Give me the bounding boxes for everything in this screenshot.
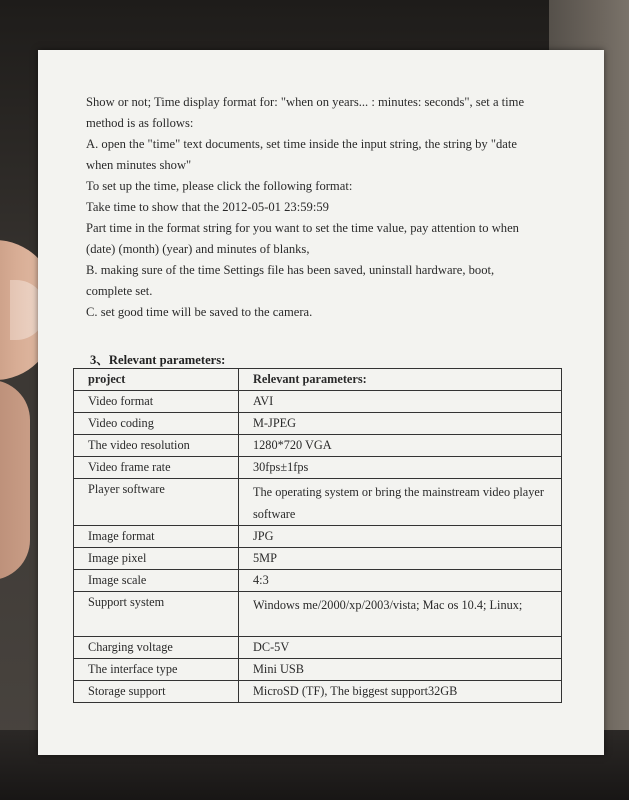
- instruction-line: Take time to show that the 2012-05-01 23:59:59: [86, 200, 329, 214]
- instruction-line: when minutes show": [86, 158, 192, 172]
- instruction-line: C. set good time will be saved to the camera.: [86, 305, 313, 319]
- instruction-line: Part time in the format string for you want to set the time value, pay attention to when: [86, 221, 519, 235]
- table-header-row: [74, 369, 562, 391]
- param-value: 4:3: [239, 570, 562, 592]
- param-name: Image scale: [74, 570, 239, 592]
- param-value: MicroSD (TF), The biggest support32GB: [239, 681, 562, 703]
- param-name: The video resolution: [74, 435, 239, 457]
- param-value: DC-5V: [239, 637, 562, 659]
- param-name: Video frame rate: [74, 457, 239, 479]
- param-name: Image pixel: [74, 548, 239, 570]
- param-value: M-JPEG: [239, 413, 562, 435]
- param-value: AVI: [239, 391, 562, 413]
- header-parameters: Relevant parameters:: [239, 369, 562, 391]
- param-name: Storage support: [74, 681, 239, 703]
- instruction-line: complete set.: [86, 284, 153, 298]
- table-row: [74, 592, 562, 637]
- table-row: [74, 659, 562, 681]
- param-name: Video coding: [74, 413, 239, 435]
- param-value: Mini USB: [239, 659, 562, 681]
- table-row: [74, 548, 562, 570]
- instruction-line: B. making sure of the time Settings file has been saved, uninstall hardware, boot,: [86, 263, 495, 277]
- table-row: [74, 681, 562, 703]
- section-title: 3、Relevant parameters:: [90, 353, 226, 367]
- header-project: project: [74, 369, 239, 391]
- parameters-table: [73, 368, 562, 703]
- param-name: Image format: [74, 526, 239, 548]
- param-name: Player software: [74, 479, 239, 526]
- table-row: [74, 526, 562, 548]
- instruction-line: (date) (month) (year) and minutes of blanks,: [86, 242, 310, 256]
- param-value: Windows me/2000/xp/2003/vista; Mac os 10.4; Linux;: [239, 592, 562, 637]
- table-row: [74, 413, 562, 435]
- instructions-text: [86, 92, 566, 323]
- table-row: [74, 570, 562, 592]
- table-row: [74, 457, 562, 479]
- table-row: [74, 391, 562, 413]
- param-value: 5MP: [239, 548, 562, 570]
- table-row: [74, 637, 562, 659]
- manual-page: [38, 50, 604, 755]
- param-value: 1280*720 VGA: [239, 435, 562, 457]
- param-name: Charging voltage: [74, 637, 239, 659]
- table-row: [74, 435, 562, 457]
- param-name: Support system: [74, 592, 239, 637]
- hand-finger: [0, 380, 30, 580]
- param-value: The operating system or bring the mainstream video player software: [239, 479, 562, 526]
- table-row: [74, 479, 562, 526]
- param-name: The interface type: [74, 659, 239, 681]
- instruction-line: To set up the time, please click the following format:: [86, 179, 353, 193]
- param-value: JPG: [239, 526, 562, 548]
- instruction-line: A. open the "time" text documents, set time inside the input string, the string by "date: [86, 137, 517, 151]
- param-value: 30fps±1fps: [239, 457, 562, 479]
- instruction-line: Show or not; Time display format for: "when on years... : minutes: seconds", set a time: [86, 95, 525, 109]
- instruction-line: method is as follows:: [86, 116, 194, 130]
- param-name: Video format: [74, 391, 239, 413]
